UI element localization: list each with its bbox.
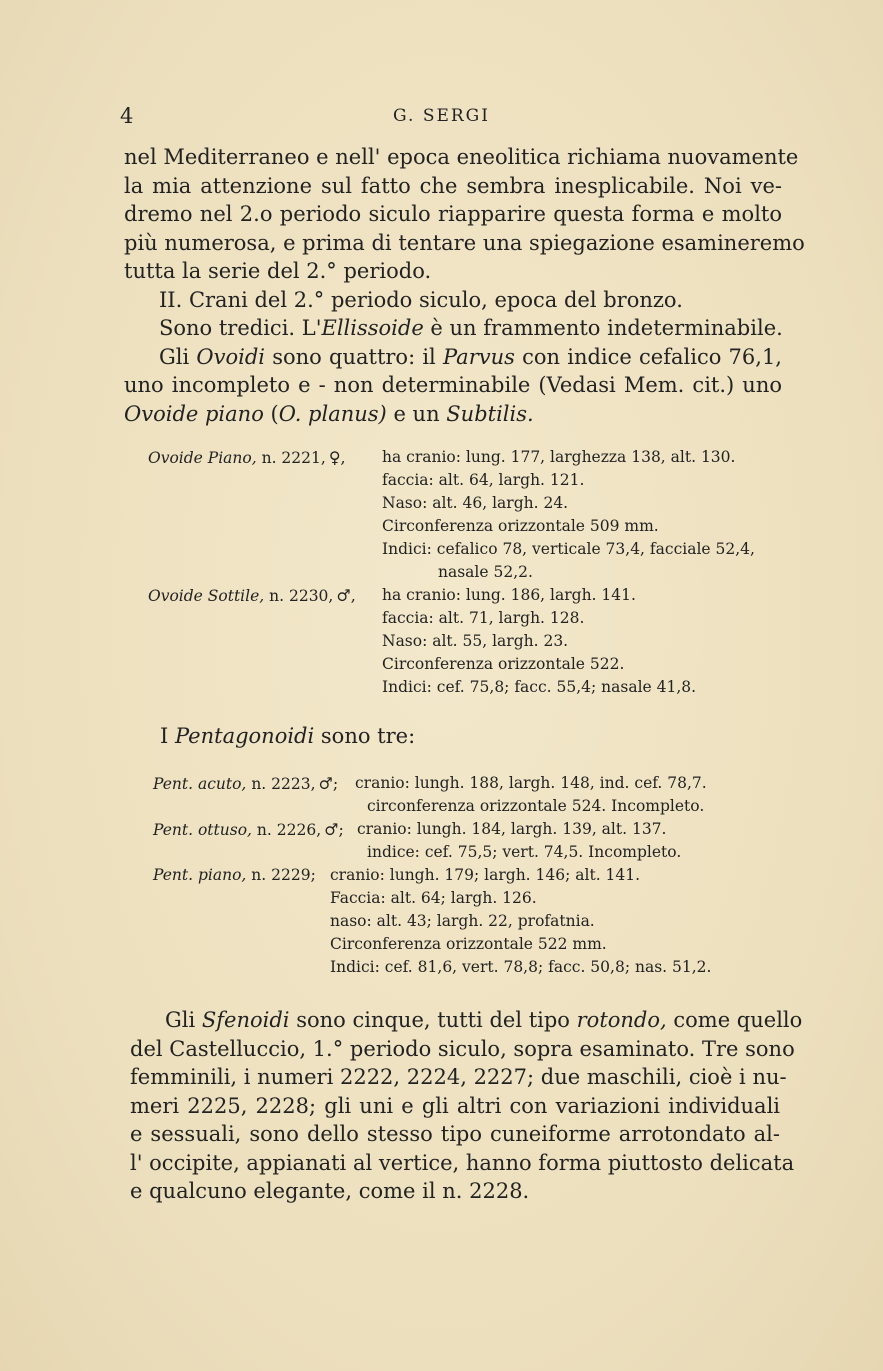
measurement-row: Ovoide Piano, n. 2221, ♀, ha cranio: lung. 177, larghezza 138, alt. 130. (148, 446, 788, 469)
specimen-label: Pent. piano, n. 2229; (153, 866, 316, 884)
text-line: uno incompleto e - non determinabile (Vedasi Mem. cit.) uno (124, 373, 782, 397)
specimen-label: Pent. ottuso, n. 2226, ♂; (153, 820, 344, 839)
text-line: dremo nel 2.o periodo siculo riapparire questa forma e molto (124, 202, 782, 226)
pentagonoidi-measurements: Pent. acuto, n. 2223, ♂; cranio: lungh. 188, largh. 148, ind. cef. 78,7. circonferenza orizzontale 524. Incompleto. Pent. ottuso, n. 2226, ♂; cranio: lungh. 184, largh. 139, alt. 137. indice: cef. 75,5; vert. 74,5. Incompleto. Pent. piano, n. 2229; cranio: lungh. 179; largh. 146; alt. 141. Faccia: alt. 64; largh. 126. naso: alt. 43; largh. 22, profatnia. Circonferenza orizzontale 522 mm. Indici: cef. 81,6, vert. 78,8; facc. 50,8; nas. 51,2. (153, 772, 793, 979)
text-line: e sessuali, sono dello stesso tipo cuneiforme arrotondato al- (130, 1122, 780, 1146)
text-line: Sono tredici. L'Ellissoide è un frammento indeterminabile. (159, 316, 783, 340)
paragraph-intro (124, 143, 805, 428)
text-line: tutta la serie del 2.° periodo. (124, 259, 432, 283)
text-line: la mia attenzione sul fatto che sembra inesplicabile. Noi ve- (124, 173, 782, 198)
text-line: l' occipite, appianati al vertice, hanno forma piuttosto delicata (130, 1150, 795, 1175)
measurement-row: Pent. ottuso, n. 2226, ♂; cranio: lungh. 184, largh. 139, alt. 137. (153, 818, 793, 841)
section-heading: II. Crani del 2.° periodo siculo, epoca del bronzo. (159, 287, 683, 312)
pentagonoidi-intro: I Pentagonoidi sono tre: (160, 724, 416, 748)
text-line: meri 2225, 2228; gli uni e gli altri con variazioni individuali (130, 1093, 780, 1118)
measurement-row: Ovoide Sottile, n. 2230, ♂, ha cranio: lung. 186, largh. 141. (148, 584, 788, 607)
paragraph-sfenoidi (130, 1006, 803, 1206)
measurement-row: Pent. acuto, n. 2223, ♂; cranio: lungh. 188, largh. 148, ind. cef. 78,7. (153, 772, 793, 795)
text-line: femminili, i numeri 2222, 2224, 2227; due maschili, cioè i nu- (130, 1065, 787, 1089)
female-symbol-icon: ♀, (328, 448, 346, 467)
text-line: Ovoide piano (O. planus) e un Subtilis. (124, 401, 534, 426)
text-line: più numerosa, e prima di tentare una spiegazione esamineremo (124, 230, 805, 255)
text-line: e qualcuno elegante, come il n. 2228. (130, 1179, 530, 1203)
text-line: Gli Ovoidi sono quattro: il Parvus con indice cefalico 76,1, (159, 344, 782, 369)
text-line: Gli Sfenoidi sono cinque, tutti del tipo rotondo, come quello (165, 1008, 803, 1032)
male-symbol-icon: ♂, (336, 586, 356, 605)
male-symbol-icon: ♂; (324, 820, 344, 839)
page-number: 4 (120, 104, 134, 128)
measurement-row: Pent. piano, n. 2229; cranio: lungh. 179; largh. 146; alt. 141. (153, 864, 793, 887)
running-head: G. SERGI (393, 106, 490, 126)
specimen-label: Ovoide Sottile, n. 2230, ♂, (148, 586, 356, 605)
specimen-label: Pent. acuto, n. 2223, ♂; (153, 774, 339, 793)
text-line: nel Mediterraneo e nell' epoca eneolitica richiama nuovamente (124, 145, 799, 169)
specimen-label: Ovoide Piano, n. 2221, ♀, (148, 448, 346, 467)
page-header (0, 104, 883, 132)
male-symbol-icon: ♂; (318, 774, 339, 793)
text-line: del Castelluccio, 1.° periodo siculo, sopra esaminato. Tre sono (130, 1036, 795, 1061)
ovoidi-measurements: Ovoide Piano, n. 2221, ♀, ha cranio: lung. 177, larghezza 138, alt. 130. faccia: alt. 64, largh. 121. Naso: alt. 46, largh. 24. Circonferenza orizzontale 509 mm. Indici: cefalico 78, verticale 73,4, facciale 52,4, nasale 52,2. Ovoide Sottile, n. 2230, ♂, ha cranio: lung. 186, largh. 141. faccia: alt. 71, largh. 128. Naso: alt. 55, largh. 23. Circonferenza orizzontale 522. Indici: cef. 75,8; facc. 55,4; nasale 41,8. (148, 446, 788, 699)
